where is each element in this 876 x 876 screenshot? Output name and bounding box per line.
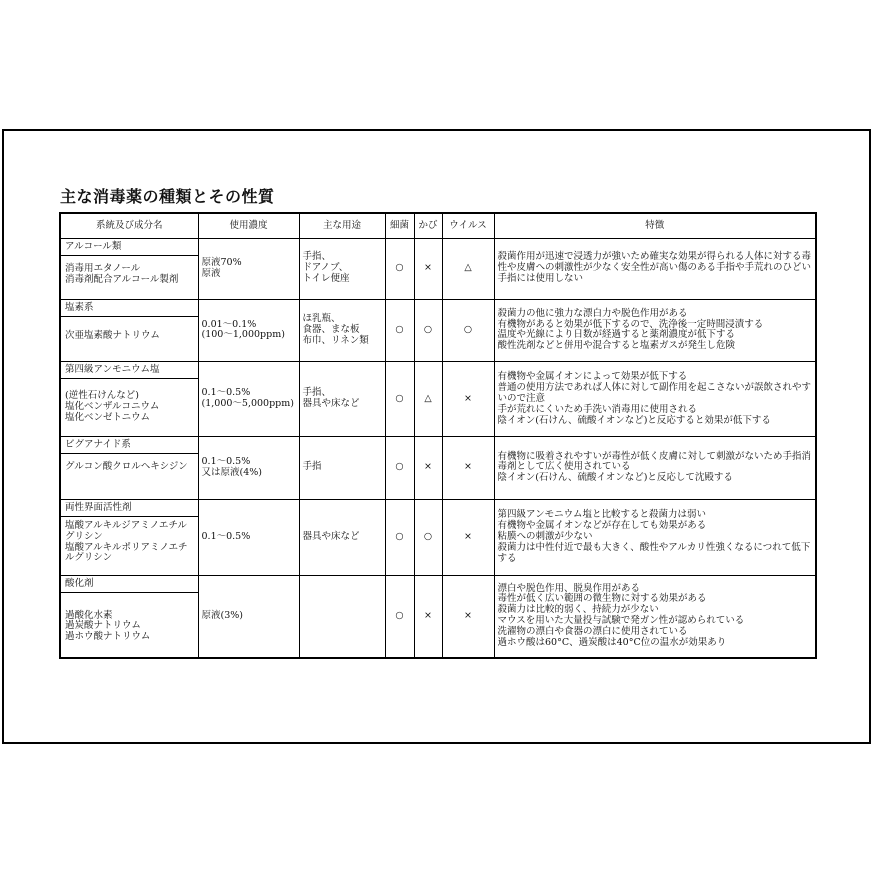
- system-name: アルコール類: [61, 239, 198, 256]
- features-cell: 殺菌力の他に強力な漂白力や脱色作用がある 有機物があると効果が低下するので、洗浄後一定時間浸漬する 温度や光線により日数が経過すると薬剤濃度が低下する 酸性洗剤などと併用や混合すると塩素ガスが発生し危険: [494, 299, 816, 362]
- bacteria-cell: ○: [385, 362, 414, 437]
- header-bacteria: 細菌: [385, 213, 414, 239]
- mold-cell: ×: [414, 239, 442, 300]
- table-header-row: [60, 213, 816, 239]
- disinfectant-table: [59, 212, 817, 659]
- mold-cell: ○: [414, 499, 442, 575]
- system-name: 塩素系: [61, 300, 198, 317]
- table-row: [60, 362, 816, 437]
- features-cell: 漂白や脱色作用、脱臭作用がある 毒性が低く広い範囲の微生物に対する効果がある 殺菌力は比較的弱く、持続力が少ない マウスを用いた大量投与試験で発ガン性が認められている 洗濯物の漂白や食器の漂白に使用されている 過ホウ酸は60°C、過炭酸は40°C位の温水が効果あり: [494, 575, 816, 658]
- ingredients: 次亜塩素酸ナトリウム: [65, 329, 160, 341]
- table-row: [60, 299, 816, 362]
- usage-cell: ほ乳瓶、 食器、まな板 布巾、リネン類: [299, 299, 385, 362]
- header-virus: ウイルス: [442, 213, 494, 239]
- ingredients: 塩酸アルキルジアミノエチルグリシン 塩酸アルキルポリアミノエチルグリシン: [65, 519, 188, 564]
- mold-cell: ×: [414, 575, 442, 658]
- usage-cell: 手指、 ドアノブ、 トイレ便座: [299, 239, 385, 300]
- system-name: 第四級アンモニウム塩: [61, 362, 198, 379]
- virus-cell: ×: [442, 437, 494, 500]
- system-cell: [60, 299, 198, 362]
- features-cell: 有機物に吸着されやすいが毒性が低く皮膚に対して刺激がないため手指消毒剤として広く使用されている 陰イオン(石けん、硫酸イオンなど)と反応して沈殿する: [494, 437, 816, 500]
- table-row: [60, 239, 816, 300]
- usage-cell: 器具や床など: [299, 499, 385, 575]
- concentration-cell: 0.1～0.5% 又は原液(4%): [198, 437, 299, 500]
- concentration-cell: 0.1～0.5%: [198, 499, 299, 575]
- mold-cell: △: [414, 362, 442, 437]
- mold-cell: ×: [414, 437, 442, 500]
- ingredients: 過酸化水素 過炭酸ナトリウム 過ホウ酸ナトリウム: [65, 609, 151, 643]
- table-row: [60, 437, 816, 500]
- system-cell: [60, 239, 198, 300]
- usage-cell: [299, 575, 385, 658]
- system-name: ビグアナイド系: [61, 437, 198, 454]
- ingredients: (逆性石けんなど) 塩化ベンザルコニウム 塩化ベンゼトニウム: [65, 390, 160, 424]
- concentration-cell: 0.1～0.5% (1,000～5,000ppm): [198, 362, 299, 437]
- concentration-cell: 原液70% 原液: [198, 239, 299, 300]
- ingredients: 消毒用エタノール 消毒剤配合アルコール製剤: [65, 262, 179, 285]
- table-row: [60, 575, 816, 658]
- header-mold: かび: [414, 213, 442, 239]
- features-cell: 有機物や金属イオンによって効果が低下する 普通の使用方法であれば人体に対して副作用を起こさないが誤飲されやすいので注意 手が荒れにくいため手洗い消毒用に使用される 陰イオン(石けん、硫酸イオンなど)と反応すると効果が低下する: [494, 362, 816, 437]
- bacteria-cell: ○: [385, 437, 414, 500]
- header-usage: 主な用途: [299, 213, 385, 239]
- virus-cell: ×: [442, 575, 494, 658]
- system-cell: [60, 362, 198, 437]
- ingredients: グルコン酸クロルヘキシジン: [65, 461, 188, 473]
- features-cell: 第四級アンモニウム塩と比較すると殺菌力は弱い 有機物や金属イオンなどが存在しても効果がある 粘膜への刺激が少ない 殺菌力は中性付近で最も大きく、酸性やアルカリ性強くなるにつれて低下する: [494, 499, 816, 575]
- system-name: 酸化剤: [61, 576, 198, 593]
- bacteria-cell: ○: [385, 239, 414, 300]
- virus-cell: △: [442, 239, 494, 300]
- usage-cell: 手指: [299, 437, 385, 500]
- virus-cell: ×: [442, 362, 494, 437]
- table-row: [60, 499, 816, 575]
- header-concentration: 使用濃度: [198, 213, 299, 239]
- virus-cell: ○: [442, 299, 494, 362]
- features-cell: 殺菌作用が迅速で浸透力が強いため確実な効果が得られる人体に対する毒性や皮膚への刺激性が少なく安全性が高い傷のある手指や手荒れのひどい手指には使用しない: [494, 239, 816, 300]
- concentration-cell: 0.01～0.1% (100～1,000ppm): [198, 299, 299, 362]
- bacteria-cell: ○: [385, 299, 414, 362]
- header-features: 特徴: [494, 213, 816, 239]
- usage-cell: 手指、 器具や床など: [299, 362, 385, 437]
- header-system: 系統及び成分名: [60, 213, 198, 239]
- bacteria-cell: ○: [385, 575, 414, 658]
- concentration-cell: 原液(3%): [198, 575, 299, 658]
- system-cell: [60, 437, 198, 500]
- mold-cell: ○: [414, 299, 442, 362]
- page-title: 主な消毒薬の種類とその性質: [60, 187, 275, 206]
- system-name: 両性界面活性剤: [61, 500, 198, 517]
- system-cell: [60, 575, 198, 658]
- virus-cell: ×: [442, 499, 494, 575]
- bacteria-cell: ○: [385, 499, 414, 575]
- system-cell: [60, 499, 198, 575]
